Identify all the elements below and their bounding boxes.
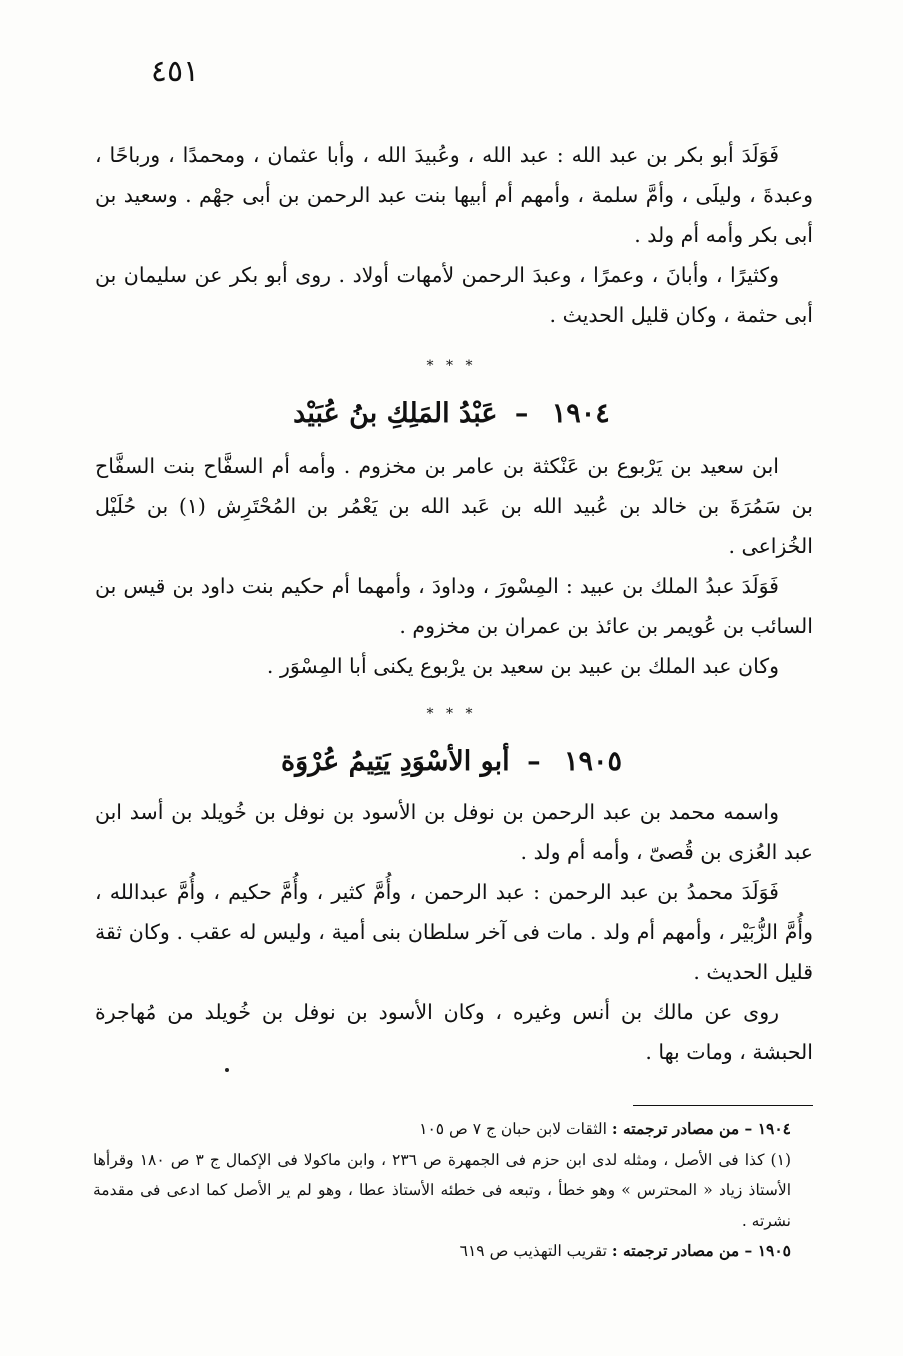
footnote-text: تقريب التهذيب ص ٦١٩ [459, 1242, 607, 1260]
footnote-source-1904 [93, 1114, 813, 1145]
heading-dash: – [514, 398, 529, 429]
paragraph: ابن سعيد بن يَرْبوع بن عَنْكثة بن عامر بن مخزوم . وأمه أم السفَّاح بنت السفَّاح بن سَمُرَةَ بن خالد بن عُبيد الله بن عَبد الله بن يَعْمُر بن المُحْتَرِش (١) بن حُلَيْل الخُزاعى . [95, 454, 813, 558]
entry-number: ١٩٠٤ [551, 398, 610, 429]
footnotes [93, 1114, 813, 1267]
entry-number: ١٩٠٥ [563, 746, 622, 777]
paragraph: وكثيرًا ، وأبانَ ، وعمرًا ، وعبدَ الرحمن لأمهات أولاد . روى أبو بكر عن سليمان بن أبى حثمة ، وكان قليل الحديث . [95, 263, 813, 327]
footnote-text: الثقات لابن حبان ج ٧ ص ١٠٥ [419, 1120, 607, 1138]
ink-dot [225, 1068, 229, 1072]
footnote-label: ١٩٠٤ – من مصادر ترجمته : [611, 1119, 791, 1138]
entry-heading-1905 [0, 740, 903, 784]
section-top [95, 135, 813, 335]
paragraph: فَوَلَدَ محمدُ بن عبد الرحمن : عبد الرحمن ، وأُمَّ كثير ، وأُمَّ حكيم ، وأُمَّ عبدالله ، وأُمَّ الزُّبَيْر ، وأمهم أم ولد . مات فى آخر سلطان بنى أمية ، وليس له عقب . وكان ثقة قليل الحديث . [95, 880, 813, 984]
entry-heading-1904 [0, 392, 903, 436]
section-divider: * * * [426, 706, 477, 722]
page-number: ٤٥١ [150, 54, 200, 89]
paragraph: وكان عبد الملك بن عبيد بن سعيد بن يرْبوع يكنى أبا المِسْوَر . [266, 654, 779, 678]
entry-title: عَبْدُ المَلِكِ بنُ عُبَيْد [293, 398, 498, 429]
entry-body-1904 [95, 446, 813, 686]
entry-body-1905 [95, 792, 813, 1072]
paragraph: فَوَلَدَ أبو بكر بن عبد الله : عبد الله ، وعُبيدَ الله ، وأبا عثمان ، ومحمدًا ، ورباحًا ، وعبدةَ ، وليلَى ، وأمَّ سلمة ، وأمهم أم أبيها بنت عبد الرحمن بن أبى جهْم . وسعيد بن أبى بكر وأمه أم ولد . [95, 143, 814, 247]
footnote-label: ١٩٠٥ – من مصادر ترجمته : [611, 1241, 791, 1260]
heading-dash: – [527, 746, 541, 777]
paragraph: روى عن مالك بن أنس وغيره ، وكان الأسود بن نوفل بن خُويلد من مُهاجرة الحبشة ، ومات بها . [95, 1000, 813, 1064]
footnote-1: (١) كذا فى الأصل ، ومثله لدى ابن حزم فى الجمهرة ص ٢٣٦ ، وابن ماكولا فى الإكمال ج ٣ ص ١٨٠ وقرأها الأستاذ زياد « المحترس » وهو خطأ ، وتبعه فى خطئه الأستاذ عطا ، وهو لم ير الأصل كما ادعى فى مقدمة نشرته . [93, 1150, 791, 1230]
paragraph: واسمه محمد بن عبد الرحمن بن نوفل بن الأسود بن نوفل بن خُويلد بن أسد ابن عبد العُزى بن قُصىّ ، وأمه أم ولد . [95, 800, 813, 864]
footnote-source-1905 [93, 1236, 813, 1267]
section-divider: * * * [426, 358, 477, 374]
paragraph: فَوَلَدَ عبدُ الملك بن عبيد : المِسْورَ ، وداودَ ، وأمهما أم حكيم بنت داود بن قيس بن السائب بن عُويمر بن عائذ بن عمران بن مخزوم . [95, 574, 813, 638]
footnote-separator [633, 1105, 813, 1106]
entry-title: أبو الأسْوَدِ يَتِيمُ عُرْوَة [281, 746, 510, 777]
